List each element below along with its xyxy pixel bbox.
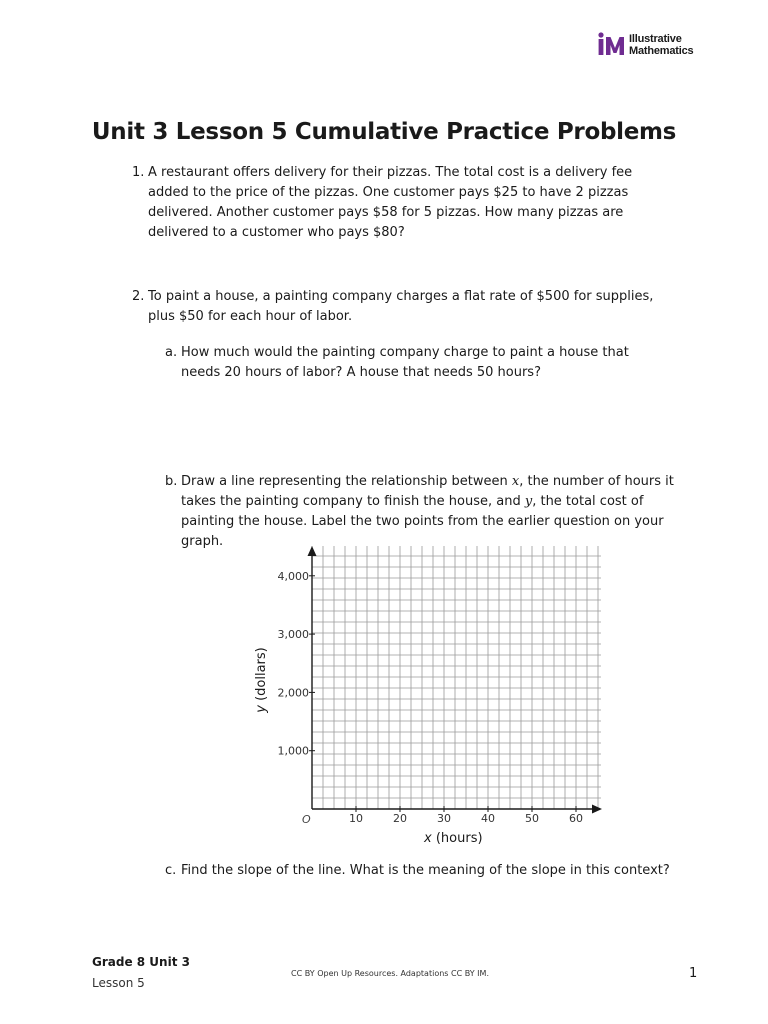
origin-label: O (302, 813, 311, 826)
problem-2a-letter: a. (165, 345, 178, 360)
variable-x: x (511, 474, 520, 489)
footer-license: CC BY Open Up Resources. Adaptations CC BY IM. (291, 969, 489, 978)
x-tick-label: 50 (525, 812, 539, 825)
problem-1-text: A restaurant offers delivery for their pizzas. The total cost is a delivery fee added to the price of the pizzas. One customer pays $25 to have 2 pizzas delivered. Another customer pays $58 for 5 pizzas. How many pizzas are delivered to a customer who pays $80? (148, 165, 633, 240)
y-tick-labels (278, 570, 316, 758)
logo-text (629, 33, 693, 57)
page-number: 1 (689, 966, 698, 981)
x-tick-label: 30 (437, 812, 451, 825)
y-tick-label: 2,000 (277, 686, 309, 700)
x-tick-label: 40 (481, 812, 495, 825)
grid-lines (312, 546, 601, 809)
y-tick-label: 1,000 (277, 744, 309, 758)
problem-2-text: To paint a house, a painting company charges a flat rate of $500 for supplies, plus $50 for each hour of labor. (148, 289, 654, 324)
y-tick-label: 4,000 (277, 569, 309, 583)
problem-2c-letter: c. (165, 863, 177, 878)
y-axis-label (254, 647, 269, 714)
x-axis-label (423, 831, 483, 846)
logo-line-1: Illustrative (629, 33, 682, 45)
x-tick-label: 20 (393, 812, 407, 825)
y-axis-label-unit: (dollars) (254, 647, 269, 701)
footer-grade: Grade 8 Unit 3 (92, 955, 190, 969)
x-axis-label-var: x (424, 831, 432, 846)
problem-2b-letter: b. (165, 474, 178, 489)
y-axis-arrow-icon (308, 546, 317, 556)
problem-1-number: 1. (132, 165, 145, 180)
y-axis-label-var: y (254, 705, 269, 713)
problem-2b-text-part-3: , the total cost of painting the house. Label the two points from the earlier question on your graph. (181, 494, 664, 549)
y-tick-label: 3,000 (277, 628, 309, 642)
problem-2b-text-part-2: , the number of hours it takes the painting company to finish the house, and (181, 474, 674, 509)
x-axis-label-unit: (hours) (435, 831, 483, 846)
problem-2b-text-part-1: Draw a line representing the relationship between (181, 474, 512, 489)
coordinate-grid[interactable] (240, 540, 620, 860)
im-logo (598, 32, 708, 58)
x-tick-label: 10 (349, 812, 363, 825)
problem-2-number: 2. (132, 289, 145, 304)
x-tick-label: 60 (569, 812, 583, 825)
page-title: Unit 3 Lesson 5 Cumulative Practice Problems (91, 119, 677, 145)
im-logo-mark-icon (598, 32, 626, 56)
footer-lesson: Lesson 5 (92, 976, 145, 990)
problem-2c-text: Find the slope of the line. What is the meaning of the slope in this context? (181, 863, 670, 878)
variable-y: y (524, 494, 533, 509)
x-axis-arrow-icon (592, 805, 602, 814)
logo-line-2: Mathematics (629, 45, 694, 57)
problem-2a-text: How much would the painting company charge to paint a house that needs 20 hours of labor? A house that needs 50 hours? (181, 345, 629, 380)
